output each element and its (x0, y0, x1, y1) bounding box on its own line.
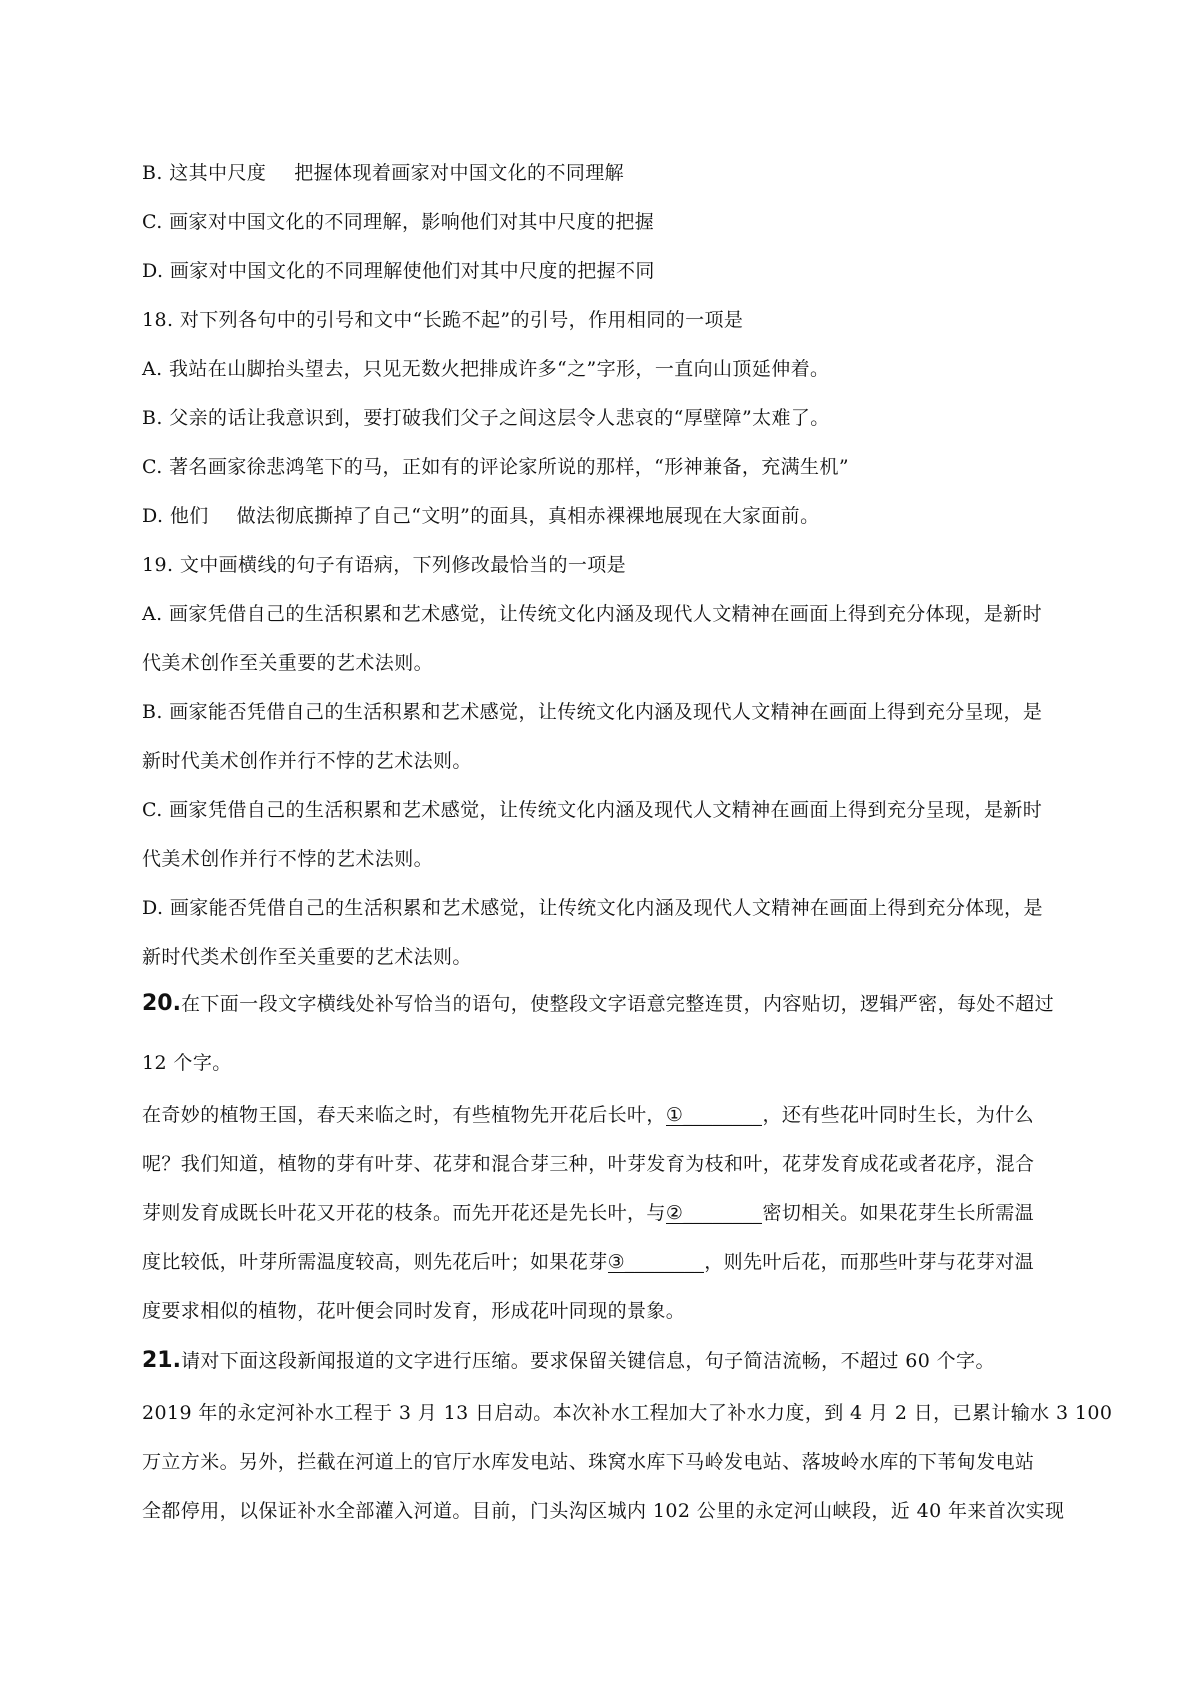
q20-passage-text: 度比较低，叶芽所需温度较高，则先花后叶；如果花芽 (142, 1251, 608, 1273)
q21-passage-line1: 2019 年的永定河补水工程于 3 月 13 日启动。本次补水工程加大了补水力度，到 4 月 2 日，已累计输水 3 100 (142, 1402, 1113, 1424)
q20-blank-2[interactable]: ②________ (665, 1202, 763, 1224)
q20-stem-text: 在下面一段文字横线处补写恰当的语句，使整段文字语意完整连贯，内容贴切，逻辑严密，每处不超过 (180, 993, 1054, 1015)
q20-stem-line2: 12 个字。 (142, 1052, 232, 1074)
q20-passage-text: ，则先叶后花，而那些叶芽与花芽对温 (704, 1251, 1035, 1273)
q19-option-d-line1: D. 画家能否凭借自己的生活积累和艺术感觉，让传统文化内涵及现代人文精神在画面上得到充分体现，是 (142, 897, 1043, 919)
q17-option-b-part2: 把握体现着画家对中国文化的不同理解 (294, 162, 625, 184)
q19-option-c-line1: C. 画家凭借自己的生活积累和艺术感觉，让传统文化内涵及现代人文精神在画面上得到充分呈现，是新时 (142, 799, 1043, 821)
q18-option-c: C. 著名画家徐悲鸿笔下的马，正如有的评论家所说的那样，“形神兼备，充满生机” (142, 456, 849, 478)
q19-option-d-line2: 新时代类术创作至关重要的艺术法则。 (142, 946, 472, 968)
q20-passage-line1 (142, 1100, 1034, 1127)
q21-stem-text: 请对下面这段新闻报道的文字进行压缩。要求保留关键信息，句子简洁流畅，不超过 60 个字。 (180, 1350, 995, 1372)
q21-stem (142, 1346, 995, 1373)
q20-passage-line3 (142, 1198, 1034, 1225)
q20-passage-line4 (142, 1247, 1034, 1274)
q18-option-a: A. 我站在山脚抬头望去，只见无数火把排成许多“之”字形，一直向山顶延伸着。 (142, 358, 830, 380)
q19-stem: 19. 文中画横线的句子有语病，下列修改最恰当的一项是 (142, 554, 627, 576)
q18-option-d (142, 501, 819, 528)
q20-number: 20. (142, 991, 181, 1016)
q17-option-b (142, 158, 624, 185)
q18-option-d-part1: D. 他们 (142, 505, 209, 527)
q20-passage-text: 在奇妙的植物王国，春天来临之时，有些植物先开花后长叶， (142, 1104, 666, 1126)
q21-passage-line3: 全都停用，以保证补水全部灌入河道。目前，门头沟区城内 102 公里的永定河山峡段，近 40 年来首次实现 (142, 1500, 1065, 1522)
q20-blank-1[interactable]: ①________ (665, 1104, 763, 1126)
q20-stem-line1 (142, 989, 1054, 1016)
q17-option-b-part1: B. 这其中尺度 (142, 162, 267, 184)
q19-option-b-line1: B. 画家能否凭借自己的生活积累和艺术感觉，让传统文化内涵及现代人文精神在画面上得到充分呈现，是 (142, 701, 1043, 723)
q19-option-a-line1: A. 画家凭借自己的生活积累和艺术感觉，让传统文化内涵及现代人文精神在画面上得到充分体现，是新时 (142, 603, 1043, 625)
q18-stem: 18. 对下列各句中的引号和文中“长跪不起”的引号，作用相同的一项是 (142, 309, 744, 331)
q20-passage-text: 密切相关。如果花芽生长所需温 (762, 1202, 1035, 1224)
q20-passage-line2: 呢？我们知道，植物的芽有叶芽、花芽和混合芽三种，叶芽发育为枝和叶，花芽发育成花或者花序，混合 (142, 1153, 1035, 1175)
q18-option-b: B. 父亲的话让我意识到，要打破我们父子之间这层令人悲哀的“厚壁障”太难了。 (142, 407, 830, 429)
q19-option-c-line2: 代美术创作并行不悖的艺术法则。 (142, 848, 434, 870)
q20-passage-line5: 度要求相似的植物，花叶便会同时发育，形成花叶同现的景象。 (142, 1300, 686, 1322)
q17-option-c: C. 画家对中国文化的不同理解，影响他们对其中尺度的把握 (142, 211, 655, 233)
q21-passage-line2: 万立方米。另外，拦截在河道上的官厅水库发电站、珠窝水库下马岭发电站、落坡岭水库的下苇甸发电站 (142, 1451, 1035, 1473)
q20-passage-text: ，还有些花叶同时生长，为什么 (762, 1104, 1035, 1126)
q19-option-b-line2: 新时代美术创作并行不悖的艺术法则。 (142, 750, 472, 772)
q21-number: 21. (142, 1348, 181, 1373)
q19-option-a-line2: 代美术创作至关重要的艺术法则。 (142, 652, 434, 674)
q18-option-d-part2: 做法彻底撕掉了自己“文明”的面具，真相赤裸裸地展现在大家面前。 (236, 505, 820, 527)
q20-passage-text: 芽则发育成既长叶花又开花的枝条。而先开花还是先长叶，与 (142, 1202, 666, 1224)
q20-blank-3[interactable]: ③________ (607, 1251, 705, 1273)
q17-option-d: D. 画家对中国文化的不同理解使他们对其中尺度的把握不同 (142, 260, 655, 282)
